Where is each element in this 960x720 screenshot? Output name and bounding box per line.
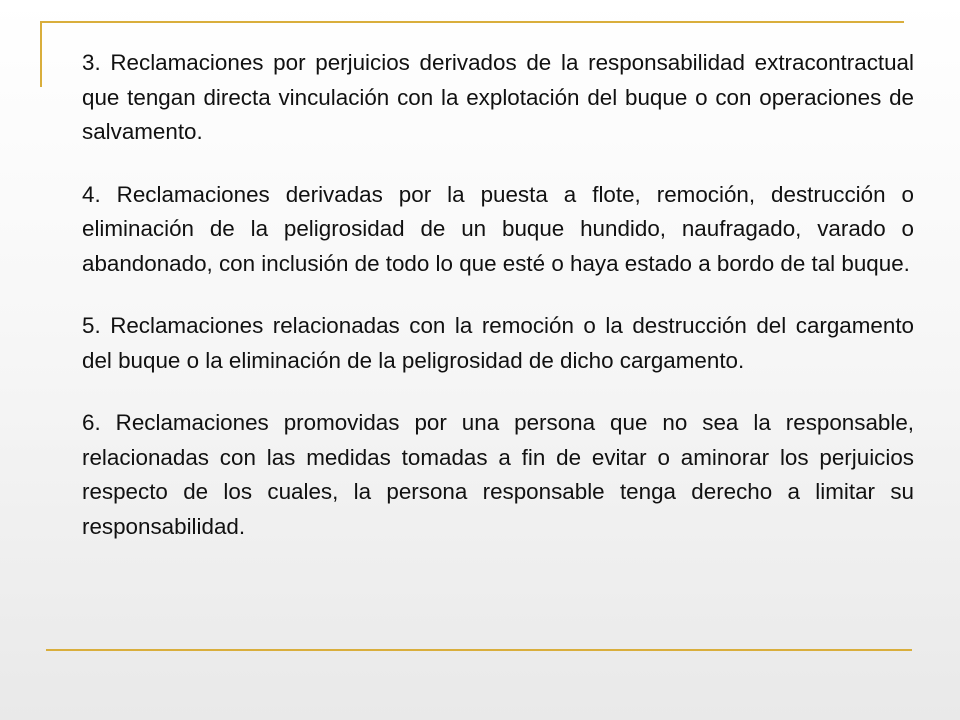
paragraph-6: 6. Reclamaciones promovidas por una persona que no sea la responsable, relacionadas con las medidas tomadas a fin de evitar o aminorar los perjuicios respecto de los cuales, la persona responsable tenga derecho a limitar su responsabilidad.	[82, 410, 914, 539]
left-accent-line	[40, 21, 42, 87]
slide-body	[82, 46, 914, 572]
paragraph-5: 5. Reclamaciones relacionadas con la remoción o la destrucción del cargamento del buque o la eliminación de la peligrosidad de dicho cargamento.	[82, 313, 914, 373]
paragraph-3: 3. Reclamaciones por perjuicios derivados de la responsabilidad extracontractual que tengan directa vinculación con la explotación del buque o con operaciones de salvamento.	[82, 50, 914, 144]
top-accent-line	[40, 21, 904, 23]
paragraph-4: 4. Reclamaciones derivadas por la puesta a flote, remoción, destrucción o eliminación de la peligrosidad de un buque hundido, naufragado, varado o abandonado, con inclusión de todo lo que esté o haya estado a bordo de tal buque.	[82, 181, 914, 276]
bottom-accent-line	[46, 649, 912, 651]
